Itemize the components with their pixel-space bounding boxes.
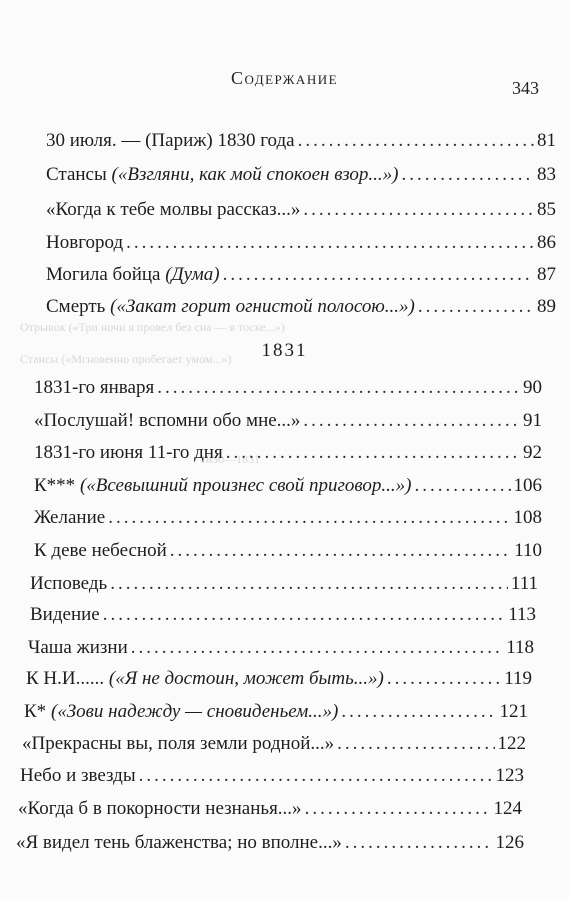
toc-entry-title: Желание [34,507,106,528]
toc-entry-page: 108 [513,507,542,528]
toc-entry-page: 89 [537,296,556,317]
toc-leader-dots [170,536,511,566]
toc-entry-page: 91 [523,410,542,431]
toc-entry-page: 106 [513,475,542,496]
toc-leader-dots [415,471,511,501]
toc-entry-title: Небо и звезды [20,765,136,786]
toc-entry-title: 1831-го июня 11-го дня [34,442,223,463]
running-title: Содержание [230,68,339,88]
toc-leader-dots [157,373,520,403]
section-heading-year: 1831 [261,340,308,361]
toc-entry-page: 92 [523,442,542,463]
toc-entry-title: К*** («Всевышний произнес свой приговор...») [34,475,412,496]
toc-entry[interactable] [16,828,524,858]
running-head [0,68,569,98]
toc-entry-title: Могила бойца (Дума) [46,264,220,285]
toc-entry-title: «Я видел тень блаженства; но вполне...» [16,832,342,853]
toc-leader-dots [298,126,534,156]
toc-entry-title: 30 июля. — (Париж) 1830 года [46,130,295,151]
toc-entry-title: Видение [30,604,100,625]
toc-entry-title: Исповедь [30,573,108,594]
toc-entry-page: 110 [514,540,542,561]
toc-entry[interactable] [46,195,556,225]
toc-leader-dots [341,697,496,727]
toc-entry-page: 124 [493,798,522,819]
toc-leader-dots [418,292,534,322]
toc-entry[interactable] [34,373,542,403]
toc-entry-page: 118 [506,637,534,658]
toc-entry[interactable] [20,761,524,791]
toc-entry-title: К Н.И...... («Я не достоин, может быть...») [26,668,384,689]
page-number: 343 [512,78,539,98]
toc-entry[interactable] [22,729,526,759]
toc-leader-dots [131,633,503,663]
toc-entry-page: 111 [510,573,538,594]
toc-leader-dots [226,438,520,468]
toc-entry-page: 85 [537,199,556,220]
toc-entry-title: К деве небесной [34,540,167,561]
bleed-through-text: Стансы («Мгновенно пробегает умом...») [20,352,232,366]
toc-entry-page: 113 [508,604,536,625]
toc-entry[interactable] [30,600,536,630]
toc-entry-page: 87 [537,264,556,285]
toc-entry[interactable] [46,228,556,258]
toc-entry-title: 1831-го января [34,377,155,398]
toc-entry-title: «Когда к тебе молвы рассказ...» [46,199,301,220]
toc-leader-dots [110,569,508,599]
toc-entry[interactable] [34,471,542,501]
toc-entry[interactable] [18,794,522,824]
bleed-through-text: Отрывок («Три ночи я провел без сна — в тоске...») [20,320,285,334]
toc-entry-title: Смерть («Закат горит огнистой полосою...») [46,296,415,317]
bleed-through-text: 1830—1831 [200,452,260,466]
toc-entry-page: 123 [495,765,524,786]
toc-entry-title: Новгород [46,232,124,253]
toc-entry-page: 126 [495,832,524,853]
toc-leader-dots [108,503,510,533]
toc-leader-dots [337,729,494,759]
toc-entry-page: 121 [499,701,528,722]
toc-entry-page: 81 [537,130,556,151]
toc-entry[interactable] [26,664,532,694]
toc-entry-title: Стансы («Взгляни, как мой спокоен взор...») [46,164,399,185]
toc-entry-title: К* («Зови надежду — сновиденьем...») [24,701,339,722]
toc-entry-page: 119 [504,668,532,689]
toc-entry-title: «Послушай! вспомни обо мне...» [34,410,301,431]
toc-entry[interactable] [46,126,556,156]
toc-entry[interactable] [46,292,556,322]
toc-leader-dots [401,160,534,190]
toc-leader-dots [303,406,520,436]
toc-leader-dots [387,664,501,694]
toc-entry[interactable] [46,160,556,190]
toc-entry[interactable] [28,633,534,663]
toc-entry[interactable] [30,569,538,599]
toc-entry-page: 90 [523,377,542,398]
toc-entry-page: 83 [537,164,556,185]
toc-entry[interactable] [34,438,542,468]
toc-entry[interactable] [34,536,542,566]
toc-entry-page: 122 [497,733,526,754]
toc-leader-dots [345,828,493,858]
toc-leader-dots [303,195,534,225]
toc-leader-dots [305,794,491,824]
toc-leader-dots [223,260,534,290]
toc-entry-title: Чаша жизни [28,637,128,658]
toc-leader-dots [139,761,493,791]
toc-entry[interactable] [24,697,528,727]
toc-entry-page: 86 [537,232,556,253]
toc-entry[interactable] [46,260,556,290]
toc-entry[interactable] [34,503,542,533]
toc-entry-title: «Когда б в покорности незнанья...» [18,798,302,819]
toc-entry[interactable] [34,406,542,436]
toc-leader-dots [103,600,505,630]
toc-leader-dots [126,228,534,258]
toc-entry-title: «Прекрасны вы, поля земли родной...» [22,733,335,754]
